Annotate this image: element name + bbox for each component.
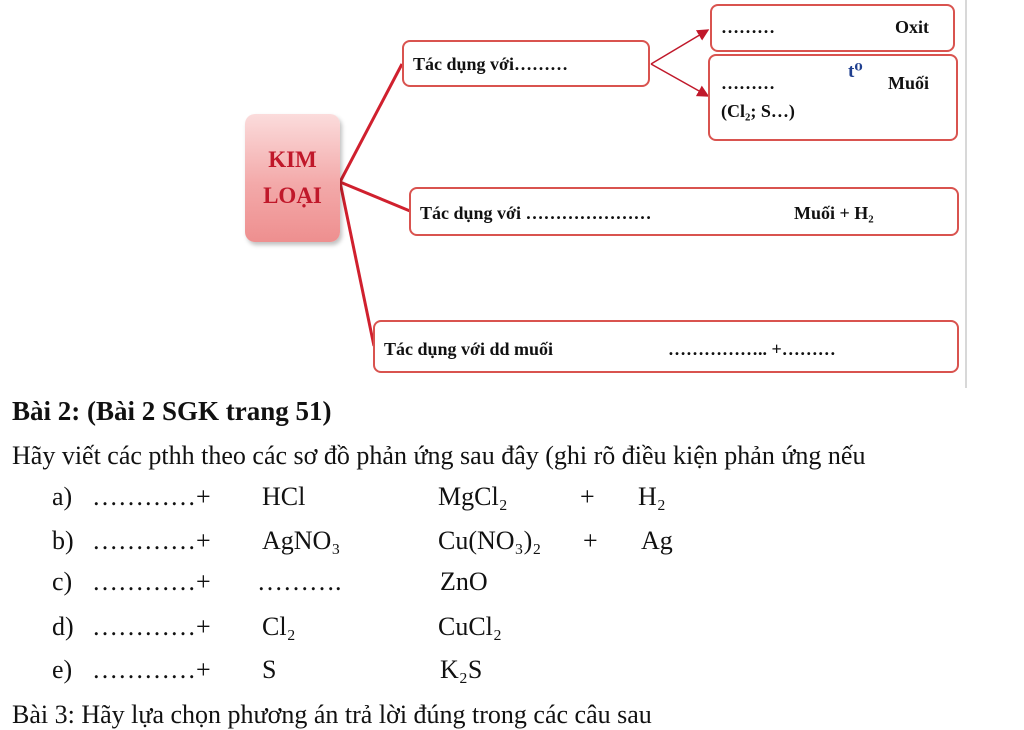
connector-oxit	[651, 30, 708, 64]
next-heading-partial: Bài 3: Hãy lựa chọn phương án trả lời đúng trong các câu sau	[12, 700, 652, 729]
muoi-blank: ………	[721, 73, 775, 93]
page-divider	[965, 0, 967, 388]
row-label: b)	[52, 526, 74, 555]
center-node-kim-loai	[245, 114, 340, 242]
connector-branch1	[340, 64, 402, 182]
row-plus: +	[583, 526, 598, 555]
connector-muoi	[651, 64, 708, 96]
row-product2: H₂	[638, 482, 666, 511]
branch2-product: Muối + H₂	[794, 203, 874, 223]
row-label: e)	[52, 655, 73, 684]
center-line2: LOẠI	[263, 183, 322, 208]
row-reactant: S	[262, 655, 277, 684]
oxit-blank: ………	[721, 17, 775, 37]
row-reactant: ……….	[257, 567, 342, 596]
row-blank: …………+	[92, 612, 211, 641]
branch3-product: …………….. +………	[668, 339, 836, 359]
branch1-label: Tác dụng với………	[413, 54, 568, 74]
row-reactant: Cl₂	[262, 612, 296, 641]
row-product1: Cu(NO₃)₂	[438, 526, 542, 555]
connector-branch2	[340, 182, 410, 211]
oxit-product: Oxit	[895, 17, 929, 37]
branch3-box	[373, 320, 959, 373]
row-label: a)	[52, 482, 73, 511]
branch1-box	[402, 40, 650, 87]
oxit-box	[710, 4, 955, 52]
section-heading: Bài 2: (Bài 2 SGK trang 51)	[12, 396, 332, 426]
center-line1: KIM	[268, 147, 317, 172]
muoi-condition: t⁰	[848, 61, 863, 82]
row-product1: CuCl₂	[438, 612, 502, 641]
muoi-product: Muối	[888, 73, 930, 93]
muoi-box	[708, 54, 958, 141]
row-label: d)	[52, 612, 74, 641]
row-label: c)	[52, 567, 73, 596]
row-blank: …………+	[92, 567, 211, 596]
branch2-box	[409, 187, 959, 236]
row-reactant: HCl	[262, 482, 306, 511]
row-product1: K₂S	[440, 655, 483, 684]
row-blank: …………+	[92, 526, 211, 555]
muoi-note: (Cl₂; S…)	[721, 101, 795, 121]
row-reactant: AgNO₃	[262, 526, 341, 555]
branch3-label: Tác dụng với dd muối	[384, 339, 554, 359]
row-product1: MgCl₂	[438, 482, 508, 511]
row-product2: Ag	[641, 526, 673, 555]
branch2-label: Tác dụng với …………………	[420, 203, 652, 223]
row-blank: …………+	[92, 482, 211, 511]
row-blank: …………+	[92, 655, 211, 684]
row-plus: +	[580, 482, 595, 511]
section-instruction: Hãy viết các pthh theo các sơ đồ phản ứng sau đây (ghi rõ điều kiện phản ứng nếu	[12, 441, 866, 470]
connector-branch3	[340, 182, 374, 346]
row-product1: ZnO	[440, 567, 488, 596]
